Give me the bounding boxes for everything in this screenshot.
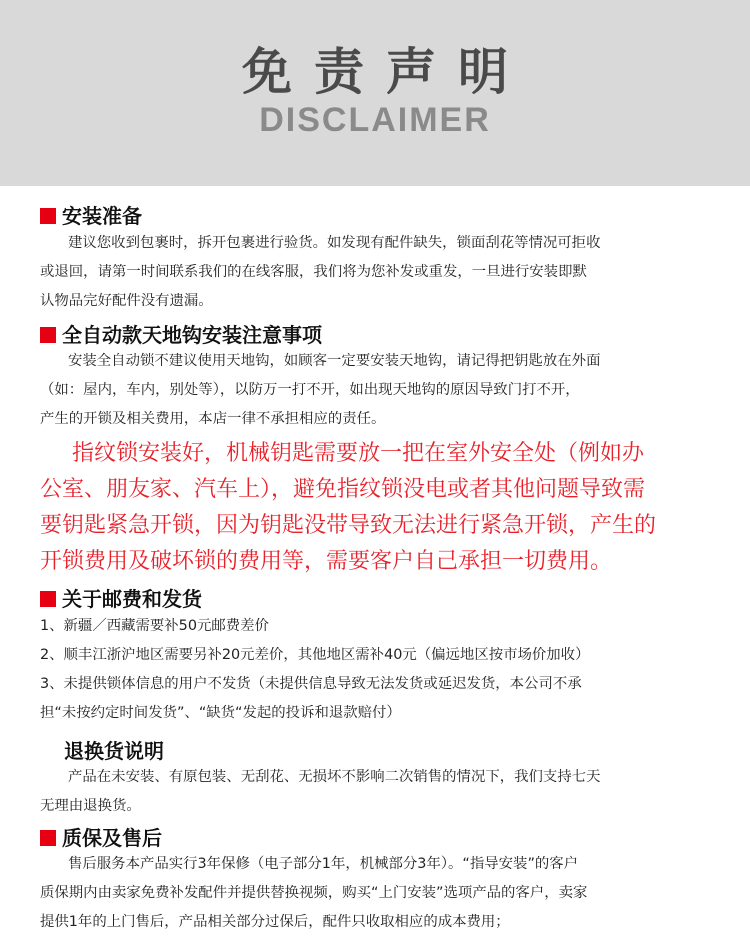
section-title: 安装准备 [62,204,142,228]
paragraph-line: 产品在未安装、有原包装、无刮花、无损坏不影响二次销售的情况下，我们支持七天 [68,769,601,785]
paragraph-line: 或退回，请第一时间联系我们的在线客服，我们将为您补发或重发，一旦进行安装即默 [40,264,587,280]
section-body-warranty [40,850,710,937]
list-item: 2、顺丰江浙沪地区需要另补20元差价，其他地区需补40元（偏远地区按市场价加收） [40,647,590,663]
paragraph-line: 认物品完好配件没有遗漏。 [40,293,213,309]
red-square-icon [40,591,56,607]
red-square-icon [40,208,56,224]
section-heading-returns [64,737,164,765]
section-heading-warranty [40,824,162,852]
warning-line: 指纹锁安装好，机械钥匙需要放一把在室外安全处（例如办 [72,441,645,466]
paragraph-line: 质保期内由卖家免费补发配件并提供替换视频，购买“上门安装”选项产品的客户，卖家 [40,885,588,901]
warning-line: 要钥匙紧急开锁，因为钥匙没带导致无法进行紧急开锁，产生的 [40,513,657,538]
section-heading-shipping [40,585,202,613]
section-title: 关于邮费和发货 [62,587,202,611]
red-square-icon [40,830,56,846]
paragraph-line: 安装全自动锁不建议使用天地钩，如顾客一定要安装天地钩，请记得把钥匙放在外面 [68,353,601,369]
section-title: 退换货说明 [64,739,164,763]
warning-line: 开锁费用及破坏锁的费用等，需要客户自己承担一切费用。 [40,549,613,574]
list-item: 3、未提供锁体信息的用户不发货（未提供信息导致无法发货或延迟发货，本公司不承 [40,676,582,692]
disclaimer-header [0,0,750,186]
paragraph-line: 售后服务本产品实行3年保修（电子部分1年，机械部分3年）。“指导安装”的客户 [68,856,579,872]
section-title: 质保及售后 [62,826,162,850]
section-body-auto-lock [40,347,710,434]
section-title: 全自动款天地钩安装注意事项 [62,323,322,347]
section-body-install-prep [40,229,710,316]
section-heading-install-prep [40,202,142,230]
key-warning-notice [40,436,710,580]
paragraph-line: 提供1年的上门售后，产品相关部分过保后，配件只收取相应的成本费用； [40,914,510,930]
page-title: 免责声明 [242,43,530,101]
list-item: 1、新疆／西藏需要补50元邮费差价 [40,618,269,634]
section-body-shipping [40,612,710,728]
paragraph-line: 产生的开锁及相关费用，本店一律不承担相应的责任。 [40,411,386,427]
warning-line: 公室、朋友家、汽车上），避免指纹锁没电或者其他问题导致需 [40,477,646,502]
paragraph-line: 无理由退换货。 [40,798,141,814]
red-square-icon [40,327,56,343]
section-heading-auto-lock [40,321,322,349]
paragraph-line: 建议您收到包裹时，拆开包裹进行验货。如发现有配件缺失，锁面刮花等情况可拒收 [68,235,601,251]
paragraph-line: （如：屋内，车内，别处等），以防万一打不开，如出现天地钩的原因导致门打不开， [40,382,580,398]
section-body-returns [40,763,710,821]
list-item: 担“未按约定时间发货”、“缺货“发起的投诉和退款赔付） [40,705,401,721]
page-subtitle: DISCLAIMER [259,101,491,139]
